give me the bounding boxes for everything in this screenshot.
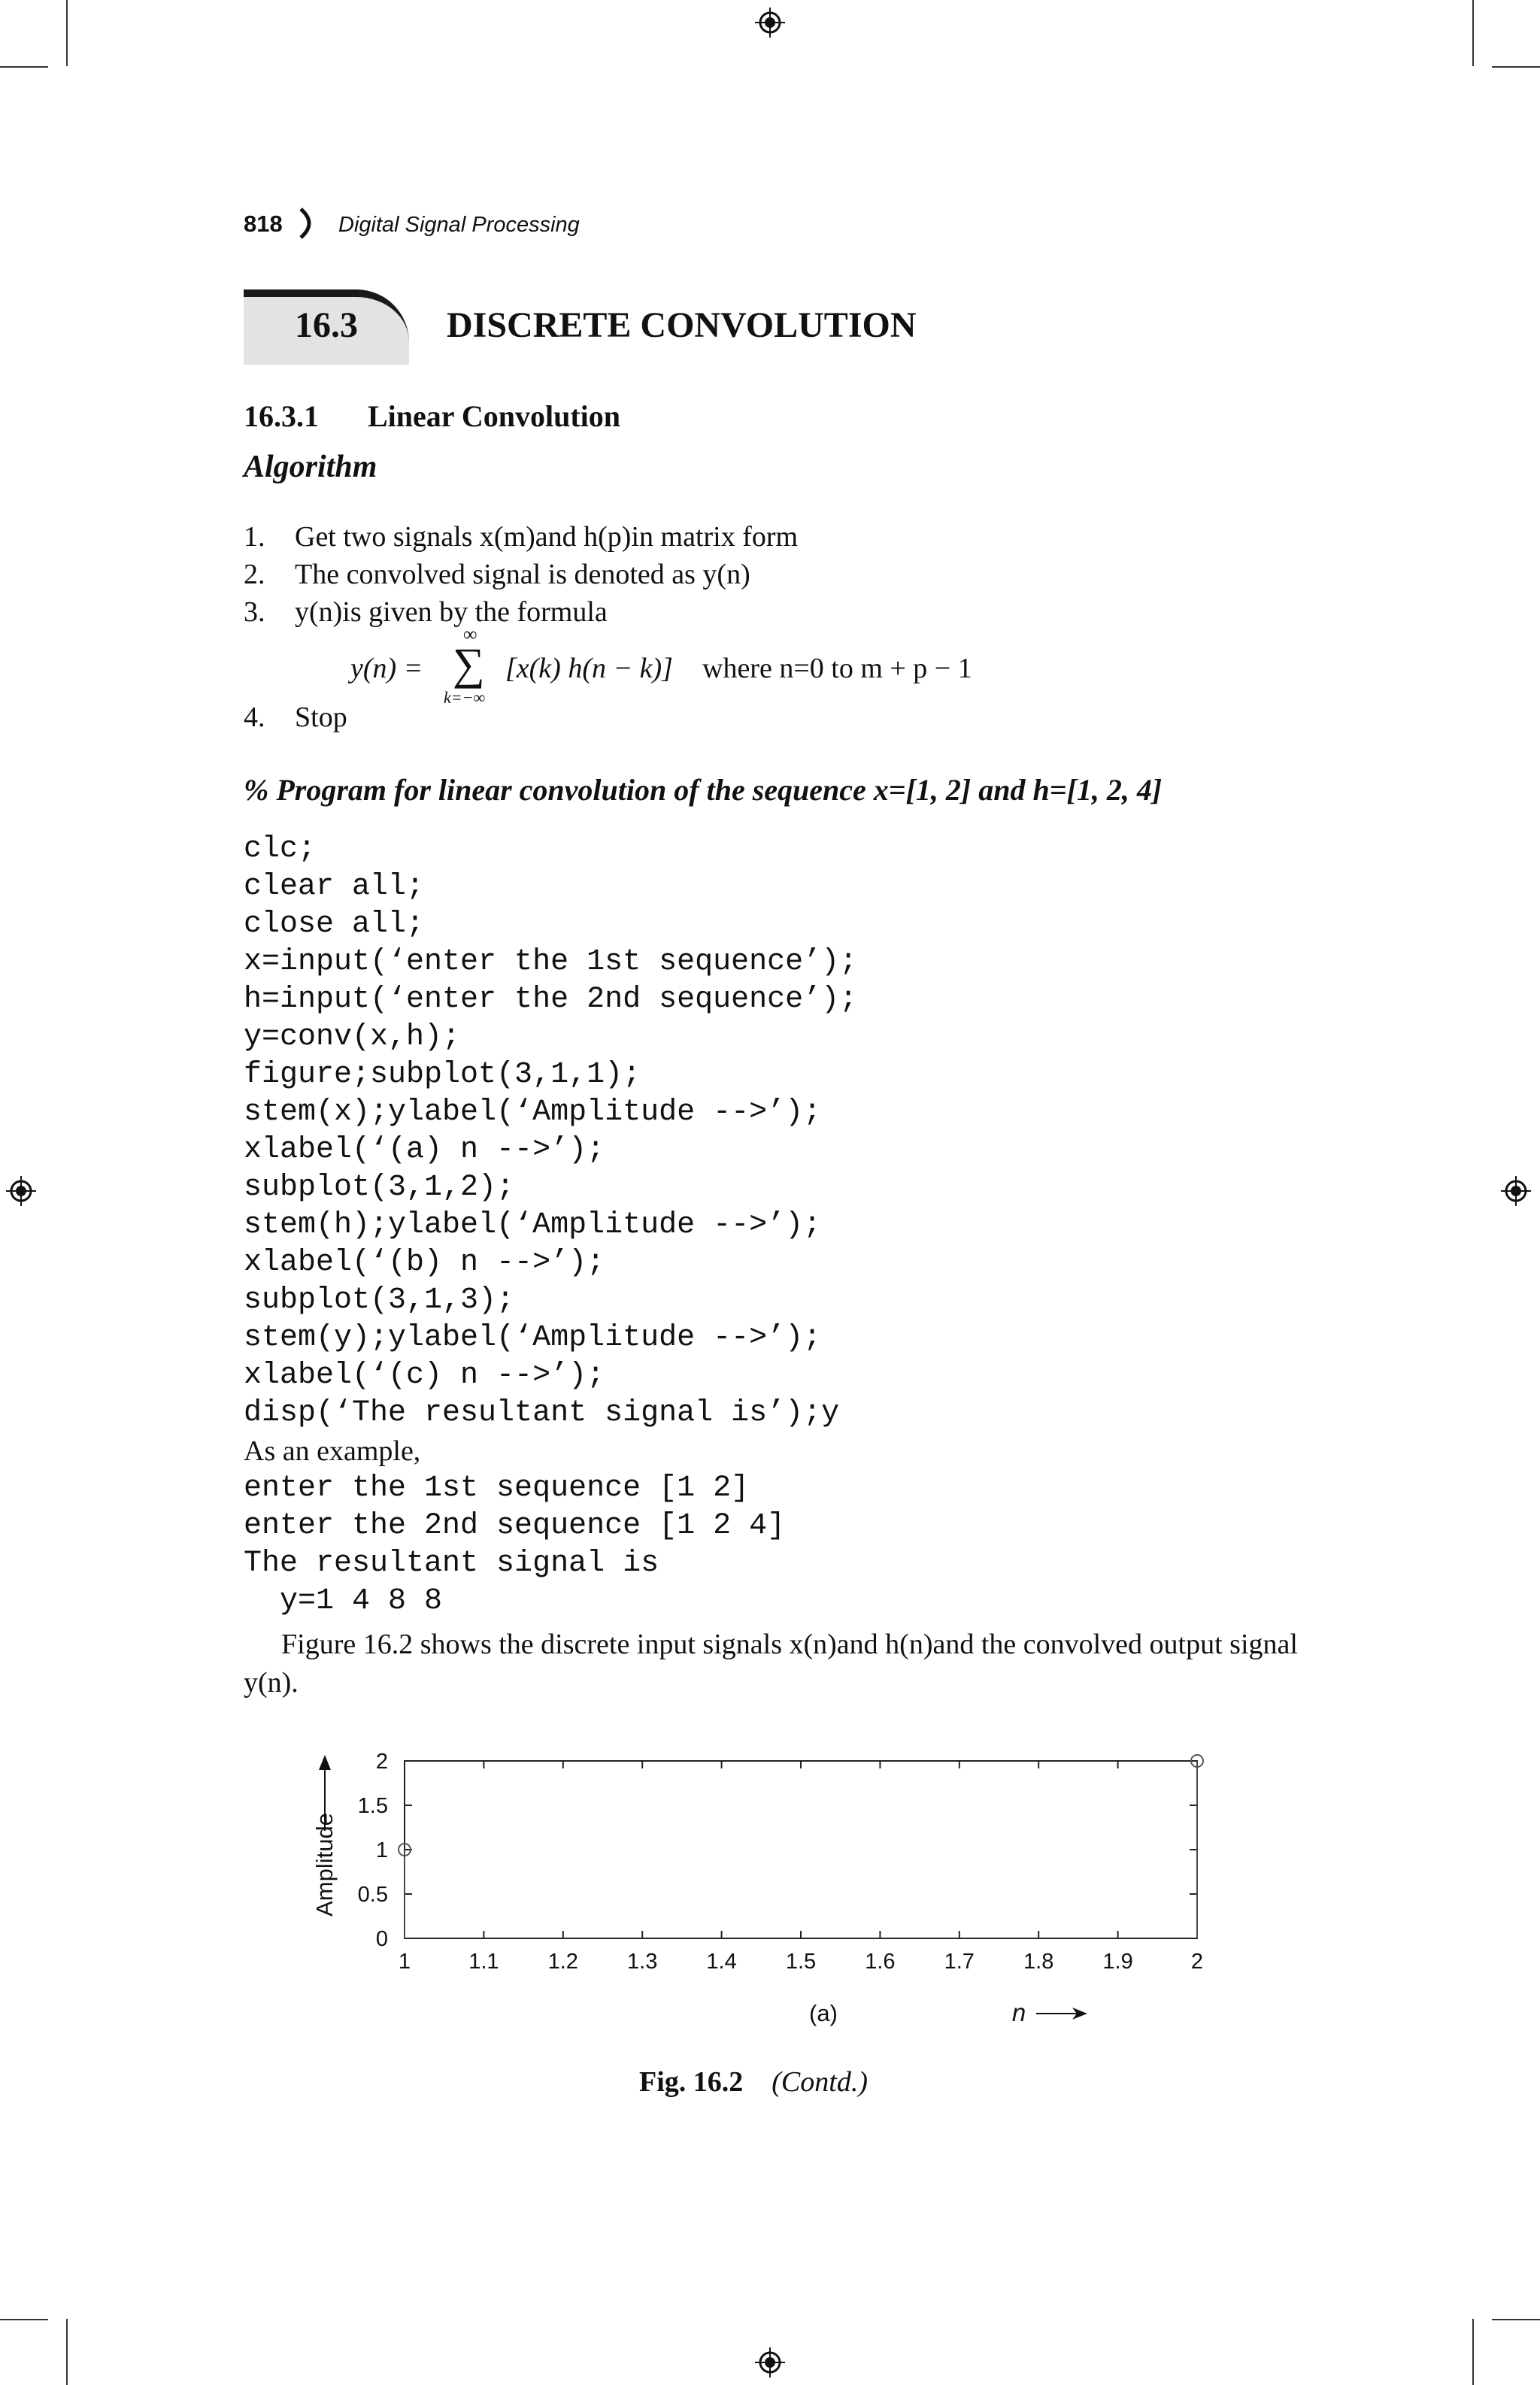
- sigma-icon: ∑: [453, 639, 485, 689]
- example-intro: As an example,: [244, 1435, 421, 1467]
- figure-caption: [639, 2065, 868, 2099]
- subsection-title: Linear Convolution: [368, 399, 620, 433]
- example-line: enter the 1st sequence [1 2]: [244, 1471, 750, 1505]
- subsection-number: 16.3.1: [244, 399, 319, 433]
- crop-mark: [1472, 0, 1474, 66]
- code-line: stem(h);ylabel(‘Amplitude -->’);: [244, 1208, 822, 1242]
- y-tick-label: 1: [375, 1838, 388, 1862]
- crop-mark: [1472, 2319, 1474, 2385]
- plot-frame: [405, 1761, 1197, 1938]
- list-item-text: Stop: [295, 702, 347, 733]
- list-item-text: The convolved signal is denoted as y(n): [295, 559, 750, 590]
- code-line: xlabel(‘(c) n -->’);: [244, 1359, 605, 1393]
- code-line: y=conv(x,h);: [244, 1020, 461, 1054]
- body-paragraph: Figure 16.2 shows the discrete input signals x(n)and h(n)and the convolved output signal y(n).: [244, 1629, 1298, 1699]
- subplot-label: (a): [809, 2000, 838, 2026]
- code-line: subplot(3,1,2);: [244, 1171, 515, 1205]
- code-line: subplot(3,1,3);: [244, 1283, 515, 1317]
- example-line: y=1 4 8 8: [244, 1584, 443, 1618]
- x-tick-label: 2: [1190, 1950, 1204, 1974]
- code-line: figure;subplot(3,1,1);: [244, 1058, 641, 1092]
- formula-lower-limit: k=−∞: [444, 688, 486, 707]
- y-tick-label: 2: [375, 1752, 388, 1774]
- formula-lhs: y(n) =: [350, 653, 423, 684]
- list-item-number: 4.: [244, 702, 265, 733]
- y-axis-label: Amplitude: [311, 1813, 338, 1917]
- list-item-number: 3.: [244, 596, 265, 628]
- code-line: xlabel(‘(a) n -->’);: [244, 1133, 605, 1167]
- code-line: xlabel(‘(b) n -->’);: [244, 1246, 605, 1280]
- registration-mark-icon: [1501, 1176, 1531, 1206]
- x-tick-label: 1.5: [785, 1950, 817, 1974]
- figure-label: Fig. 16.2: [639, 2066, 744, 2098]
- x-tick-label: 1: [398, 1950, 411, 1974]
- header-bracket-icon: [298, 206, 320, 241]
- list-item: [244, 520, 798, 553]
- x-tick-label: 1.4: [706, 1950, 737, 1974]
- code-line: x=input(‘enter the 1st sequence’);: [244, 945, 858, 979]
- example-line: enter the 2nd sequence [1 2 4]: [244, 1509, 786, 1543]
- section-title: DISCRETE CONVOLUTION: [447, 305, 917, 345]
- code-line: h=input(‘enter the 2nd sequence’);: [244, 983, 858, 1017]
- code-line: close all;: [244, 908, 425, 941]
- y-tick-labels: [358, 1752, 388, 1951]
- code-listing: [244, 831, 857, 1620]
- crop-mark: [0, 2319, 48, 2320]
- registration-mark-icon: [755, 2347, 785, 2377]
- code-line: clc;: [244, 832, 317, 866]
- formula-body: [x(k) h(n − k)]: [505, 653, 673, 684]
- x-tick-label: 1.3: [627, 1950, 658, 1974]
- x-tick-label: 1.1: [468, 1950, 499, 1974]
- list-item: [244, 595, 608, 629]
- crop-mark: [0, 66, 48, 68]
- x-tick-label: 1.2: [547, 1950, 578, 1974]
- subsection-heading: [244, 399, 620, 434]
- section-number: 16.3: [295, 305, 358, 345]
- list-item-number: 1.: [244, 521, 265, 553]
- x-tick-label: 1.6: [865, 1950, 896, 1974]
- x-tick-label: 1.7: [944, 1950, 975, 1974]
- y-tick-label: 0.5: [357, 1883, 388, 1907]
- x-tick-labels: [399, 1950, 1203, 1974]
- list-item-text: Get two signals x(m)and h(p)in matrix form: [295, 521, 799, 553]
- axis-labels: [311, 1755, 1087, 2026]
- x-tick-label: 1.8: [1023, 1950, 1054, 1974]
- list-item: [244, 701, 347, 734]
- figure-note: (Contd.): [772, 2066, 868, 2098]
- y-tick-label: 0: [375, 1927, 388, 1951]
- data-points: [399, 1755, 1203, 1938]
- x-axis-label: n: [1011, 1999, 1026, 2026]
- code-line: stem(x);ylabel(‘Amplitude -->’);: [244, 1096, 822, 1129]
- plot-axes: [405, 1761, 1197, 1938]
- running-header-title: Digital Signal Processing: [338, 213, 580, 237]
- y-tick-label: 1.5: [357, 1794, 388, 1818]
- crop-mark: [1492, 66, 1540, 68]
- crop-mark: [66, 0, 68, 66]
- program-heading: % Program for linear convolution of the sequence x=[1, 2] and h=[1, 2, 4]: [244, 773, 1163, 807]
- formula-upper-limit: ∞: [463, 623, 477, 645]
- registration-mark-icon: [755, 8, 785, 38]
- code-line: clear all;: [244, 870, 425, 904]
- example-line: The resultant signal is: [244, 1547, 659, 1580]
- stem-plot: [301, 1752, 1248, 2045]
- list-item: [244, 558, 750, 591]
- convolution-formula: [350, 623, 1102, 711]
- algorithm-heading: Algorithm: [244, 450, 377, 484]
- code-line: stem(y);ylabel(‘Amplitude -->’);: [244, 1321, 822, 1355]
- formula-condition: where n=0 to m + p − 1: [702, 653, 972, 684]
- list-item-number: 2.: [244, 559, 265, 590]
- y-axis-arrowhead-icon: [319, 1755, 331, 1770]
- list-item-text: y(n)is given by the formula: [295, 596, 608, 628]
- crop-mark: [1492, 2319, 1540, 2320]
- crop-mark: [66, 2319, 68, 2385]
- page-number: 818: [244, 211, 283, 237]
- registration-mark-icon: [6, 1176, 36, 1206]
- x-tick-label: 1.9: [1102, 1950, 1133, 1974]
- code-line: disp(‘The resultant signal is’);y: [244, 1396, 840, 1430]
